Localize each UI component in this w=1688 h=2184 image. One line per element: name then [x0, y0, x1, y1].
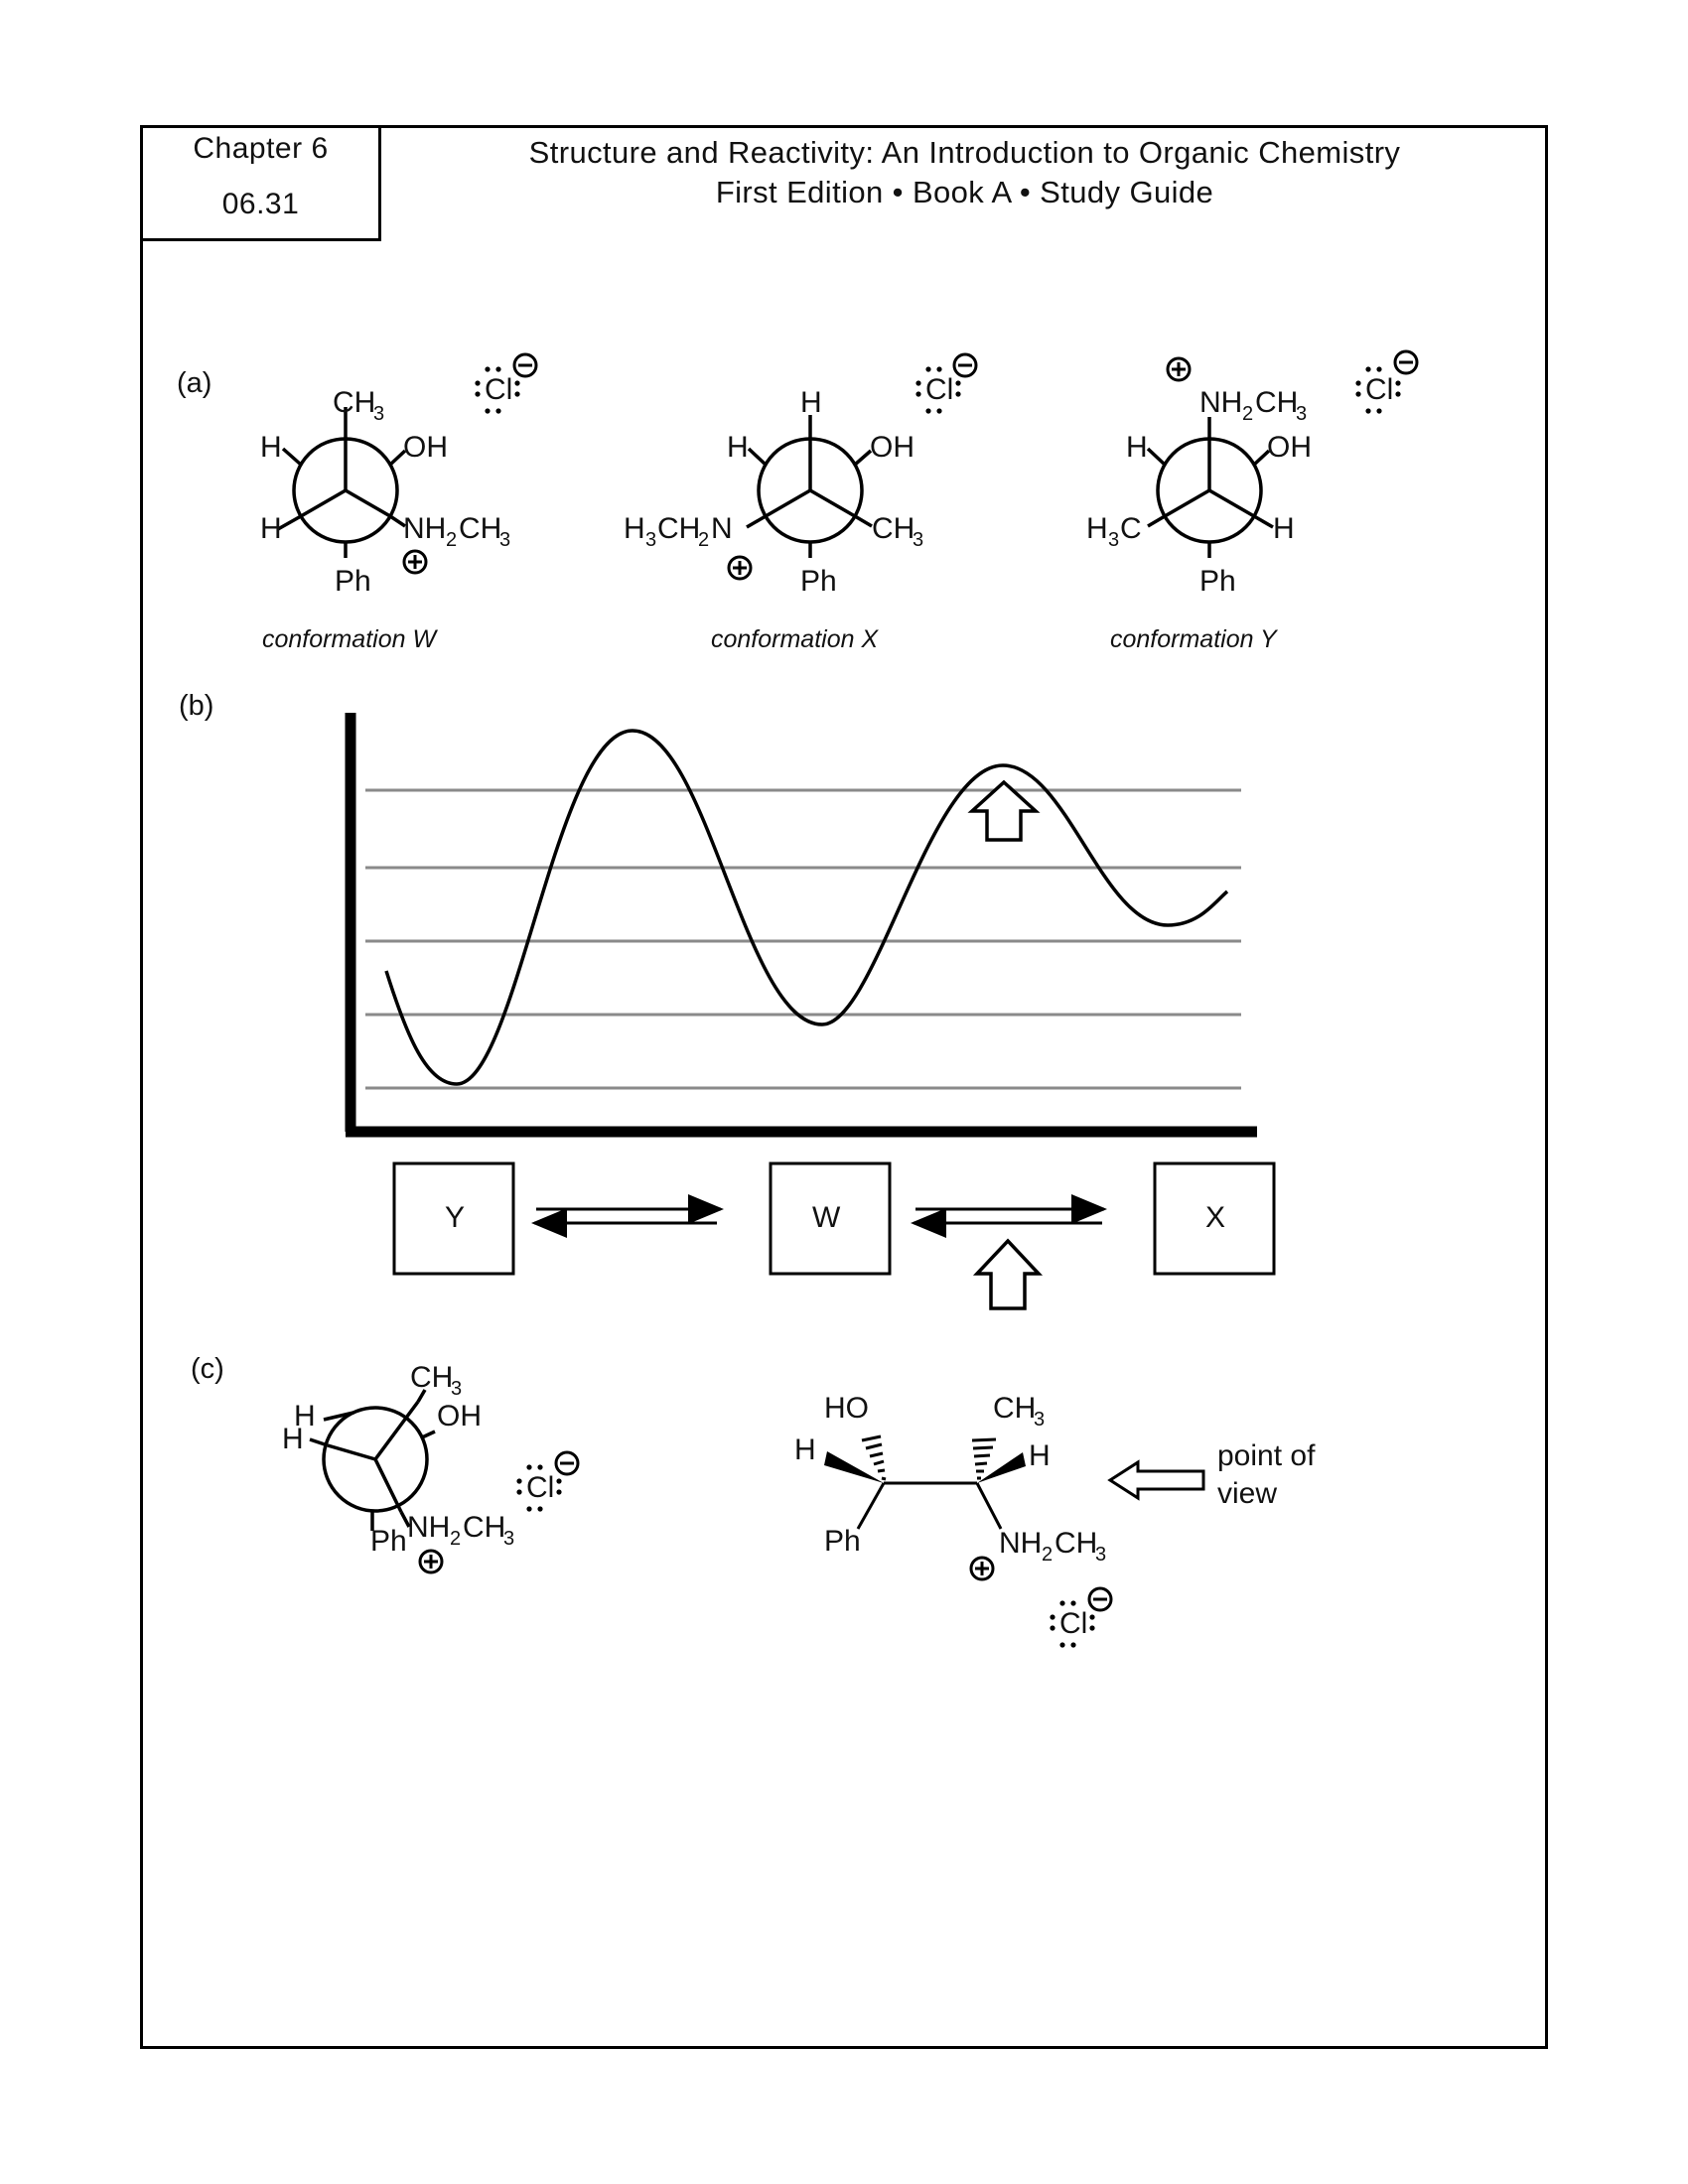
y-ch-sub: 3 [1296, 403, 1308, 425]
c-nh: NH [407, 1511, 451, 1544]
svg-text:X: X [1205, 1201, 1226, 1234]
y-oh: OH [1267, 431, 1312, 464]
c-oh: OH [437, 1400, 482, 1433]
w-ph: Ph [335, 565, 371, 598]
svg-text:W: W [812, 1201, 841, 1234]
y-h3-sub: 3 [1108, 529, 1120, 551]
x-plus-charge [729, 557, 751, 579]
ws-h-left: H [794, 1433, 816, 1466]
wedge-dash-structure [824, 1436, 1026, 1529]
caption-conformation-y: conformation Y [1110, 625, 1277, 653]
x-ch2: CH [657, 512, 701, 545]
c-ch3: CH [410, 1361, 454, 1394]
w-ch3-ch: CH [333, 386, 376, 419]
ws-ch3-sub: 3 [1034, 1409, 1046, 1431]
y-plus-charge [1168, 358, 1190, 380]
part-b-label: (b) [179, 690, 214, 722]
y-ph: Ph [1199, 565, 1236, 598]
svg-text:Cl: Cl [1059, 1607, 1088, 1640]
y-h3: H [1086, 512, 1108, 545]
ws-h-right: H [1029, 1439, 1051, 1472]
y-nh: NH [1199, 386, 1243, 419]
w-ch-sub3: 3 [499, 529, 511, 551]
ws-ph: Ph [824, 1525, 861, 1558]
x-h-top: H [800, 386, 822, 419]
newman-projection-y [1148, 417, 1273, 558]
x-ch3: CH [872, 512, 915, 545]
x-oh: OH [870, 431, 914, 464]
ws-ch3: CH [993, 1392, 1037, 1425]
box-y [394, 1163, 513, 1274]
c-ch3-sub: 3 [451, 1378, 463, 1400]
y-ch: CH [1255, 386, 1299, 419]
x-h-left: H [727, 431, 749, 464]
svg-text:Cl: Cl [1365, 373, 1394, 406]
newman-projection-c [310, 1390, 435, 1531]
ws-nh: NH [999, 1527, 1043, 1560]
c-nh-sub: 2 [450, 1528, 462, 1550]
transition-up-arrow [977, 1241, 1039, 1308]
svg-text:Cl: Cl [485, 373, 513, 406]
energy-curve [386, 731, 1227, 1084]
w-ch: CH [459, 512, 502, 545]
y-c: C [1120, 512, 1142, 545]
ws-ch-sub: 3 [1095, 1544, 1107, 1566]
problem-number: 06.31 [221, 188, 300, 220]
ws-ho: HO [824, 1392, 869, 1425]
caption-conformation-w: conformation W [262, 625, 437, 653]
ws-ch: CH [1055, 1527, 1098, 1560]
point-of-view-label-1: point of [1217, 1439, 1316, 1472]
w-nh: NH [403, 512, 447, 545]
equilibrium-arrow-w-x [914, 1209, 1104, 1223]
svg-text:Cl: Cl [925, 373, 954, 406]
x-ch2-sub: 2 [698, 529, 710, 551]
box-w [771, 1163, 890, 1274]
point-of-view-label-2: view [1217, 1477, 1278, 1510]
x-chloride [915, 354, 976, 414]
x-h3-sub: 3 [645, 529, 657, 551]
part-c-label: (c) [191, 1353, 224, 1385]
y-nh-sub: 2 [1242, 403, 1254, 425]
box-x [1155, 1163, 1274, 1274]
c-ph: Ph [370, 1525, 407, 1558]
energy-diagram [346, 713, 1257, 1132]
x-ch3-sub: 3 [913, 529, 924, 551]
c-chloride-left [516, 1452, 578, 1512]
c-h-upper: H [294, 1400, 316, 1433]
w-ch3-sub: 3 [373, 403, 385, 425]
c-ch: CH [463, 1511, 506, 1544]
ws-chloride [1050, 1588, 1111, 1648]
ws-plus-charge [971, 1558, 993, 1579]
point-of-view-arrow [1110, 1462, 1203, 1498]
x-h3: H [624, 512, 645, 545]
y-h-right: H [1273, 512, 1295, 545]
w-chloride [475, 354, 536, 414]
caption-conformation-x: conformation X [711, 625, 879, 653]
w-h-top: H [260, 431, 282, 464]
w-oh: OH [403, 431, 448, 464]
newman-projection-x [747, 415, 872, 558]
c-plus-charge [420, 1551, 442, 1572]
part-a-label: (a) [177, 367, 212, 399]
w-nh-sub2: 2 [446, 529, 458, 551]
c-h-lower: H [282, 1423, 304, 1455]
c-ch-sub: 3 [503, 1528, 515, 1550]
x-ph: Ph [800, 565, 837, 598]
y-chloride [1355, 351, 1417, 414]
w-h-bottom: H [260, 512, 282, 545]
book-title: Structure and Reactivity: An Introduction to Organic Chemistry [528, 135, 1401, 170]
newman-projection-w [278, 407, 405, 558]
book-subtitle: First Edition • Book A • Study Guide [715, 175, 1214, 209]
w-plus-charge [404, 551, 426, 573]
ws-nh-sub: 2 [1042, 1544, 1054, 1566]
chapter-label: Chapter 6 [193, 132, 329, 165]
svg-text:Y: Y [445, 1201, 466, 1234]
svg-text:Cl: Cl [526, 1471, 555, 1504]
equilibrium-arrow-y-w [534, 1209, 721, 1223]
y-h-left: H [1126, 431, 1148, 464]
x-n: N [711, 512, 733, 545]
